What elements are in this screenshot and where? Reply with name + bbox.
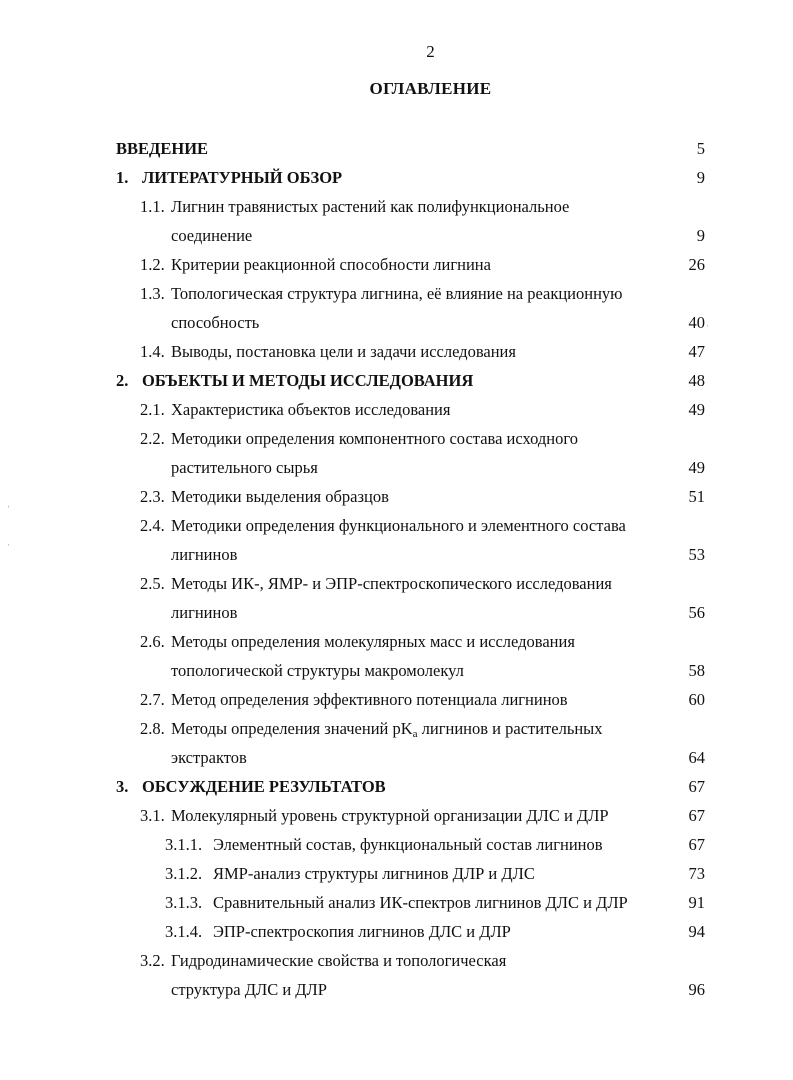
scan-mark: ˌ	[706, 316, 710, 327]
toc-entry	[0, 366, 793, 395]
toc-entry-label: Методы определения молекулярных масс и исследования	[171, 632, 575, 651]
toc-entry-label: экстрактов	[171, 748, 247, 767]
toc-entry-title	[171, 453, 318, 482]
toc-entry-title	[116, 366, 473, 395]
toc-entry-number: 1.3.	[140, 284, 165, 303]
toc-entry-number: 3.2.	[140, 951, 165, 970]
toc-entry	[0, 192, 793, 221]
toc-entry-page: 47	[688, 342, 705, 361]
toc-entry-page: 51	[688, 487, 705, 506]
toc-entry-label: Методы ИК-, ЯМР- и ЭПР-спектроскопического исследования	[171, 574, 612, 593]
toc-entry	[0, 569, 793, 598]
toc-entry-title	[140, 482, 389, 511]
toc-entry-number: 2.8.	[140, 719, 165, 738]
toc-entry-title	[171, 598, 237, 627]
toc-entry	[0, 163, 793, 192]
toc-entry-number: 2.4.	[140, 516, 165, 535]
toc-entry	[0, 627, 793, 656]
toc-entry	[0, 279, 793, 308]
toc-entry-title	[116, 772, 386, 801]
toc-entry-title	[116, 163, 342, 192]
toc-entry-label: ВВЕДЕНИЕ	[116, 139, 209, 158]
toc-entry-page: 9	[696, 168, 705, 187]
toc-entry-label: лигнинов	[171, 545, 238, 564]
toc-entry-label: Методики определения компонентного состава исходного	[171, 429, 578, 448]
toc-entry-number: 2.7.	[140, 690, 165, 709]
toc-entry-page: 67	[688, 777, 705, 796]
toc-entry	[0, 308, 793, 337]
toc-entry	[0, 453, 793, 482]
toc-entry-number: 3.1.4.	[165, 922, 203, 941]
toc-entry	[0, 946, 793, 975]
toc-entry-number: 3.1.3.	[165, 893, 203, 912]
toc-entry-page: 53	[688, 545, 705, 564]
toc-entry-title	[171, 743, 247, 772]
toc-entry-number: 2.	[116, 371, 129, 390]
toc-entry	[0, 656, 793, 685]
toc-entry-label: Сравнительный анализ ИК-спектров лигнинов ДЛС и ДЛР	[213, 893, 628, 912]
toc-entry-title	[140, 337, 516, 366]
page-number: 2	[426, 42, 435, 61]
toc-entry	[0, 134, 793, 163]
toc-entry-page: 60	[688, 690, 705, 709]
toc-entry-title	[165, 888, 628, 917]
toc-entry	[0, 685, 793, 714]
toc-entry-number: 3.1.	[140, 806, 165, 825]
toc-entry-title	[140, 395, 450, 424]
toc-entry-page: 9	[696, 226, 705, 245]
toc-entry-title	[140, 627, 575, 656]
toc-entry-label: структура ДЛС и ДЛР	[171, 980, 327, 999]
toc-entry-title	[140, 279, 623, 308]
toc-entry-number: 3.	[116, 777, 129, 796]
toc-entry-number: 3.1.2.	[165, 864, 203, 883]
toc-entry	[0, 598, 793, 627]
toc-entry	[0, 801, 793, 830]
toc-entry-title	[140, 801, 609, 830]
toc-entry-page: 40	[688, 313, 705, 332]
toc-entry-title	[165, 830, 603, 859]
toc-entry-title	[171, 975, 327, 1004]
toc-entry-label: ЯМР-анализ структуры лигнинов ДЛР и ДЛС	[213, 864, 535, 883]
toc-entry	[0, 917, 793, 946]
toc-entry-title	[116, 134, 208, 163]
toc-entry	[0, 714, 793, 743]
toc-entry-page: 49	[688, 458, 705, 477]
toc-entry-page: 56	[688, 603, 705, 622]
toc-entry-page: 26	[688, 255, 705, 274]
toc-entry-label: ЭПР-спектроскопия лигнинов ДЛС и ДЛР	[213, 922, 511, 941]
toc-entry-label-cont: лигнинов и растительных	[417, 719, 603, 738]
toc-entry-title	[140, 685, 568, 714]
toc-entry	[0, 424, 793, 453]
toc-entry-page: 73	[688, 864, 705, 883]
toc-entry-label: Гидродинамические свойства и топологическая	[171, 951, 507, 970]
toc-title: ОГЛАВЛЕНИЕ	[369, 79, 492, 98]
toc-entry-number: 2.5.	[140, 574, 165, 593]
toc-entry-page: 94	[688, 922, 705, 941]
toc-entry	[0, 250, 793, 279]
toc-entry-page: 49	[688, 400, 705, 419]
toc-entry-number: 3.1.1.	[165, 835, 203, 854]
toc-entry-label: растительного сырья	[171, 458, 318, 477]
toc-entry-label: Топологическая структура лигнина, её влияние на реакционную	[171, 284, 623, 303]
toc-entry-title	[171, 656, 464, 685]
toc-entry	[0, 395, 793, 424]
toc-entry-page: 48	[688, 371, 705, 390]
toc-entry-label: Критерии реакционной способности лигнина	[171, 255, 491, 274]
toc-entry	[0, 772, 793, 801]
toc-entry-label: Лигнин травянистых растений как полифункциональное	[171, 197, 570, 216]
toc-entry-label: соединение	[171, 226, 253, 245]
toc-entry-label: лигнинов	[171, 603, 238, 622]
toc-entry-title	[140, 250, 491, 279]
toc-entry-label: Методики определения функционального и элементного состава	[171, 516, 626, 535]
toc-entry-title	[171, 540, 237, 569]
scan-mark: ˌ	[7, 535, 11, 546]
toc-entry-label: Характеристика объектов исследования	[171, 400, 451, 419]
toc-entry-label: ОБЪЕКТЫ И МЕТОДЫ ИССЛЕДОВАНИЯ	[142, 371, 474, 390]
toc-entry-number: 2.1.	[140, 400, 165, 419]
toc-entry-page: 64	[688, 748, 705, 767]
toc-entry	[0, 975, 793, 1004]
toc-entry	[0, 830, 793, 859]
scan-mark: ˌ	[7, 497, 11, 508]
toc-entry-title	[140, 424, 578, 453]
toc-entry-subscript: a	[412, 728, 418, 740]
toc-entry	[0, 888, 793, 917]
toc-entry	[0, 482, 793, 511]
toc-entry-page: 5	[696, 139, 705, 158]
toc-entry	[0, 221, 793, 250]
toc-entry-number: 2.3.	[140, 487, 165, 506]
toc-entry-label: ЛИТЕРАТУРНЫЙ ОБЗОР	[142, 168, 343, 187]
toc-entry-number: 1.1.	[140, 197, 165, 216]
toc-entry-title	[140, 511, 626, 540]
toc-entry-page: 58	[688, 661, 705, 680]
toc-entry-label: Метод определения эффективного потенциала лигнинов	[171, 690, 568, 709]
toc-entry-number: 1.2.	[140, 255, 165, 274]
toc-entry-label: способность	[171, 313, 260, 332]
toc-entry-number: 1.4.	[140, 342, 165, 361]
toc-entry-number: 1.	[116, 168, 129, 187]
toc-entry-label: топологической структуры макромолекул	[171, 661, 464, 680]
toc-entry-title	[140, 569, 612, 598]
toc-entry	[0, 337, 793, 366]
toc-entry-page: 67	[688, 835, 705, 854]
toc-entry-page: 91	[688, 893, 705, 912]
toc-entry-number: 2.2.	[140, 429, 165, 448]
toc-entry-title	[165, 917, 511, 946]
toc-entry-number: 2.6.	[140, 632, 165, 651]
toc-entry	[0, 859, 793, 888]
toc-entry-label: Молекулярный уровень структурной организации ДЛС и ДЛР	[171, 806, 609, 825]
toc-entry-title	[140, 946, 506, 975]
toc-entry	[0, 511, 793, 540]
toc-entry	[0, 743, 793, 772]
toc-entry-page: 67	[688, 806, 705, 825]
toc-entry-label: ОБСУЖДЕНИЕ РЕЗУЛЬТАТОВ	[142, 777, 386, 796]
toc-entry-label: Выводы, постановка цели и задачи исследования	[171, 342, 516, 361]
table-of-contents	[0, 134, 793, 1004]
toc-entry-title	[171, 221, 252, 250]
toc-entry-page: 96	[688, 980, 705, 999]
toc-entry-title	[140, 714, 603, 743]
toc-entry-label: Методики выделения образцов	[171, 487, 389, 506]
toc-entry-title	[140, 192, 569, 221]
toc-entry-label: Элементный состав, функциональный состав лигнинов	[213, 835, 603, 854]
toc-entry	[0, 540, 793, 569]
toc-entry-label: Методы определения значений pK	[171, 719, 413, 738]
toc-entry-title	[171, 308, 259, 337]
toc-entry-title	[165, 859, 535, 888]
